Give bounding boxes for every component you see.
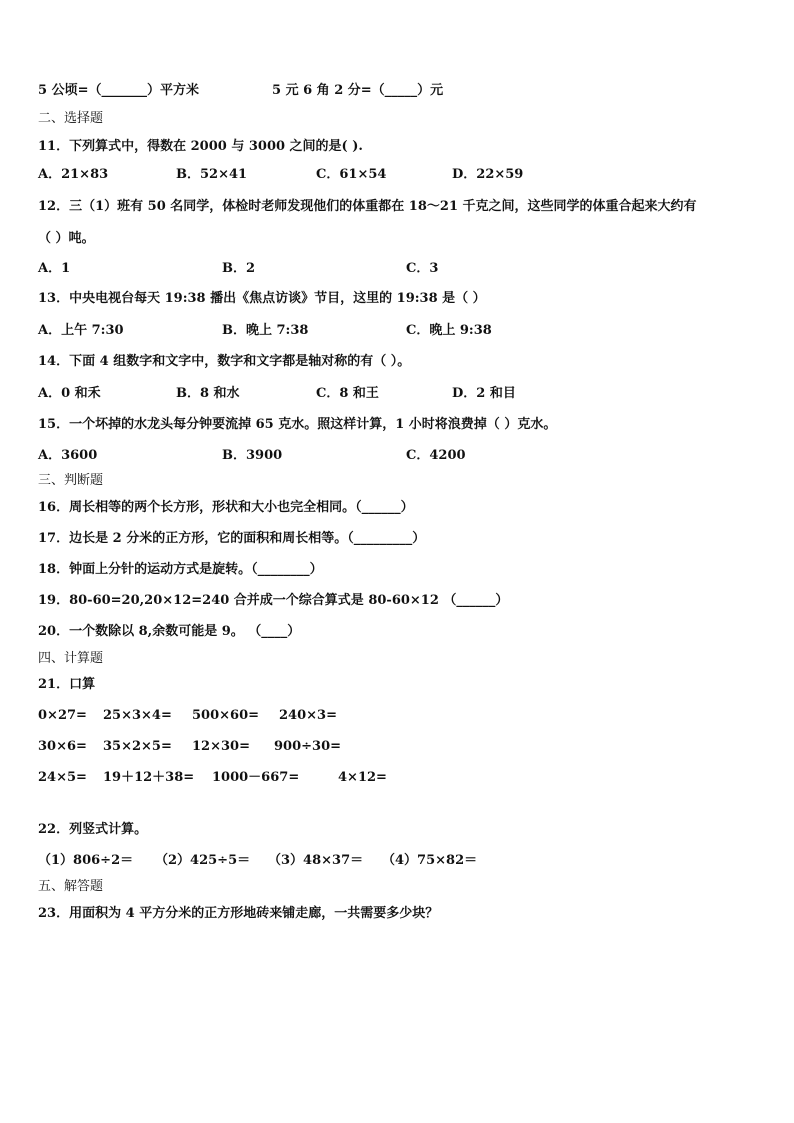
q15-option-a: A．3600	[38, 448, 98, 463]
q15-stem: 15．一个坏掉的水龙头每分钟要流掉 65 克水。照这样计算，1 小时将浪费掉（ ）克水。	[38, 417, 557, 432]
q14-option-d: D．2 和目	[452, 386, 516, 401]
q17-stem: 17．边长是 2 分米的正方形，它的面积和周长相等。（_________）	[38, 531, 426, 546]
q21-title: 21．口算	[38, 677, 96, 692]
q21-r2-c1: 30×6=	[38, 739, 87, 754]
q22-item-3: （3）48×37＝	[268, 853, 364, 868]
q15-option-b: B．3900	[222, 448, 283, 463]
q21-r1-c3: 500×60=	[192, 708, 260, 723]
q22-title: 22．列竖式计算。	[38, 822, 148, 837]
q12-option-a: A．1	[38, 261, 71, 276]
q14-option-c: C．8 和王	[316, 386, 379, 401]
q11-option-c: C．61×54	[316, 167, 387, 182]
section-judge-title: 三、判断题	[38, 473, 104, 488]
q22-item-4: （4）75×82＝	[382, 853, 478, 868]
q12-stem: 12．三（1）班有 50 名同学，体检时老师发现他们的体重都在 18～21 千克之间，这些同学的体重合起来大约有	[38, 199, 697, 214]
q21-r1-c2: 25×3×4=	[103, 708, 172, 723]
q22-item-1: （1）806÷2＝	[38, 853, 134, 868]
q11-option-d: D．22×59	[452, 167, 524, 182]
q22-item-2: （2）425÷5＝	[155, 853, 251, 868]
q15-option-c: C．4200	[406, 448, 466, 463]
fill-hectare: 5 公顷=（_______）平方米	[38, 83, 199, 98]
q13-option-c: C．晚上 9:38	[406, 323, 492, 338]
q21-r2-c2: 35×2×5=	[103, 739, 172, 754]
q18-stem: 18．钟面上分针的运动方式是旋转。（________）	[38, 562, 323, 577]
q21-r3-c3: 1000－667=	[212, 770, 300, 785]
q12-stem-continued: （ ）吨。	[38, 231, 95, 246]
q13-option-b: B．晚上 7:38	[222, 323, 309, 338]
q21-r2-c4: 900÷30=	[274, 739, 342, 754]
q14-stem: 14．下面 4 组数字和文字中，数字和文字都是轴对称的有（ ）。	[38, 354, 411, 369]
q12-option-b: B．2	[222, 261, 256, 276]
q21-r1-c1: 0×27=	[38, 708, 87, 723]
q13-option-a: A．上午 7:30	[38, 323, 124, 338]
q13-stem: 13．中央电视台每天 19:38 播出《焦点访谈》节目，这里的 19:38 是（ ）	[38, 291, 486, 306]
q11-option-b: B．52×41	[176, 167, 248, 182]
q21-r3-c1: 24×5=	[38, 770, 87, 785]
q21-r3-c4: 4×12=	[338, 770, 387, 785]
q14-option-b: B．8 和水	[176, 386, 240, 401]
q21-r2-c3: 12×30=	[192, 739, 250, 754]
q14-option-a: A．0 和禾	[38, 386, 101, 401]
q21-r1-c4: 240×3=	[279, 708, 337, 723]
q21-r3-c2: 19＋12＋38=	[103, 770, 195, 785]
q19-stem: 19．80-60=20,20×12=240 合并成一个综合算式是 80-60×12 （______）	[38, 593, 509, 608]
q16-stem: 16．周长相等的两个长方形，形状和大小也完全相同。（______）	[38, 500, 414, 515]
q23-stem: 23．用面积为 4 平方分米的正方形地砖来铺走廊，一共需要多少块？	[38, 906, 439, 921]
q11-option-a: A．21×83	[38, 167, 109, 182]
section-choice-title: 二、选择题	[38, 111, 104, 126]
q20-stem: 20．一个数除以 8,余数可能是 9。 （____）	[38, 624, 301, 639]
q12-option-c: C．3	[406, 261, 439, 276]
section-solve-title: 五、解答题	[38, 879, 104, 894]
section-calc-title: 四、计算题	[38, 651, 104, 666]
q11-stem: 11．下列算式中，得数在 2000 与 3000 之间的是( ).	[38, 139, 363, 154]
fill-yuan: 5 元 6 角 2 分=（_____）元	[272, 83, 444, 98]
